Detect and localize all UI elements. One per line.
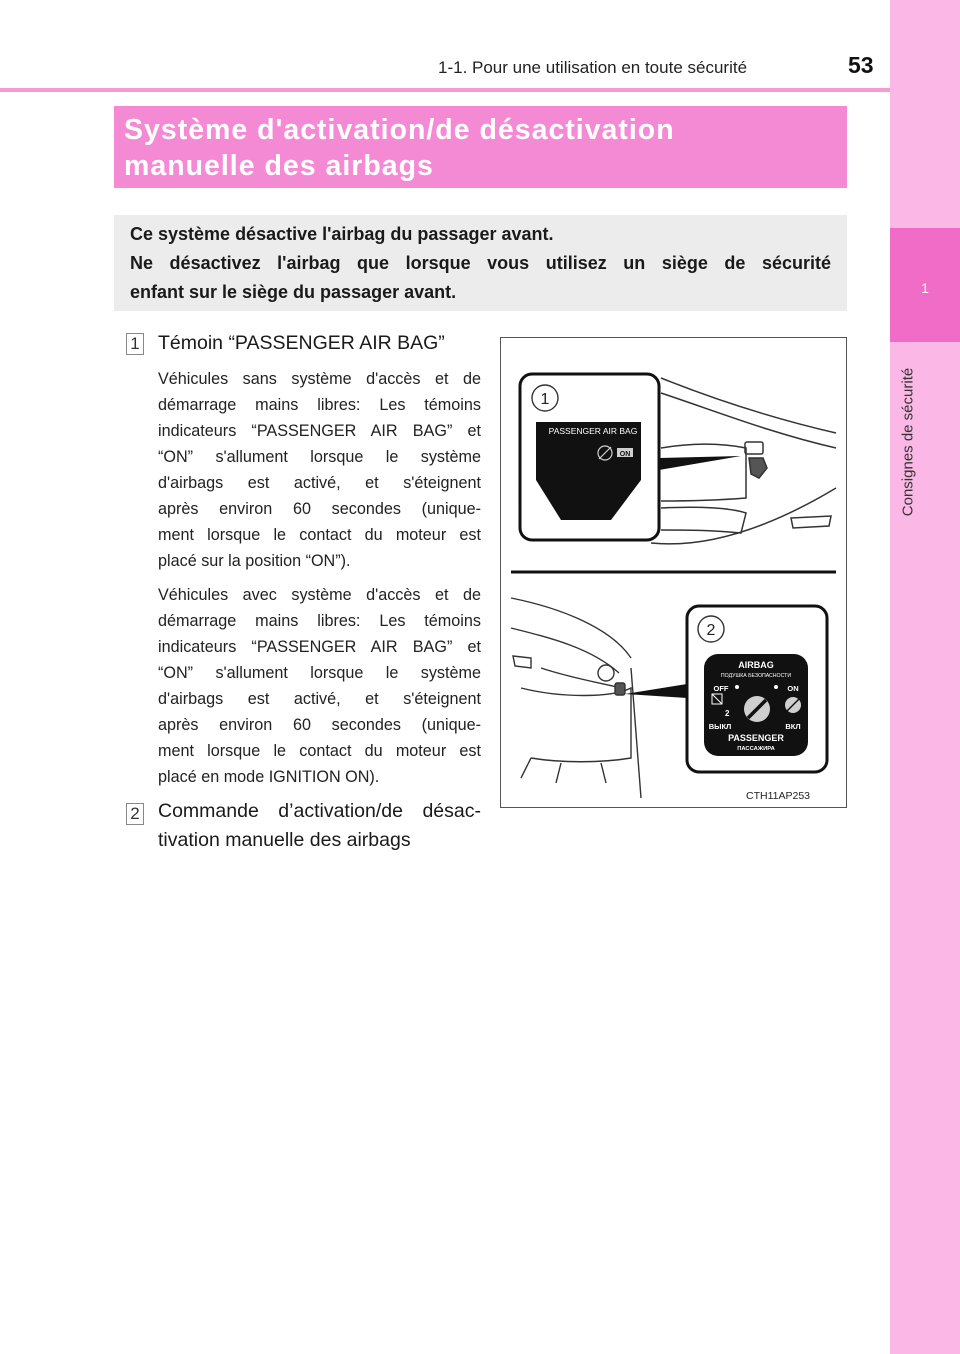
item-1-paragraph-1 bbox=[158, 366, 481, 574]
section-title-line-1: Système d'activation/de désactivation bbox=[124, 114, 675, 146]
indicator-on-text: ON bbox=[619, 451, 631, 458]
paragraph-line: ment lorsque le contact du moteur est bbox=[158, 742, 481, 760]
paragraph-line: “ON” s'allument lorsque le système bbox=[158, 664, 481, 682]
item-2-title bbox=[158, 797, 481, 855]
paragraph-line: après environ 60 secondes (unique- bbox=[158, 500, 481, 518]
page-number: 53 bbox=[848, 52, 874, 78]
chapter-tab bbox=[890, 0, 960, 1354]
item-2-title-line: Commande d’activation/de désac- bbox=[158, 800, 481, 822]
chapter-label: Consignes de sécurité bbox=[899, 367, 917, 517]
running-header-section: 1-1. Pour une utilisation en toute sécurité bbox=[438, 58, 748, 77]
dashboard-sketch-bottom bbox=[511, 598, 641, 798]
intro-summary-box bbox=[114, 215, 847, 311]
figure-code: CTH11AP253 bbox=[746, 790, 811, 802]
callout-1-pointer bbox=[659, 456, 741, 470]
chapter-number: 1 bbox=[921, 280, 929, 296]
indicator-label: PASSENGER AIR BAG bbox=[548, 426, 638, 436]
switch-small-number: 2 bbox=[725, 709, 730, 718]
callout-2-pointer bbox=[625, 684, 687, 698]
switch-on-dot bbox=[774, 685, 778, 689]
switch-title: AIRBAG bbox=[738, 660, 774, 670]
paragraph-line: placé en mode IGNITION ON). bbox=[158, 768, 380, 786]
paragraph-line: ment lorsque le contact du moteur est bbox=[158, 526, 481, 544]
item-1-title: Témoin “PASSENGER AIR BAG” bbox=[158, 332, 445, 354]
paragraph-line: Véhicules avec système d'accès et de bbox=[158, 586, 481, 604]
paragraph-line: placé sur la position “ON”). bbox=[158, 552, 351, 570]
paragraph-line: indicateurs “PASSENGER AIR BAG” et bbox=[158, 422, 481, 440]
switch-off-ru-label: ВЫКЛ bbox=[708, 722, 732, 731]
section-title-line-2: manuelle des airbags bbox=[124, 150, 434, 182]
item-number-badge-1: 1 bbox=[126, 333, 144, 355]
paragraph-line: d'airbags est activé, et s'éteignent bbox=[158, 474, 481, 492]
item-1-paragraph-2 bbox=[158, 582, 481, 790]
paragraph-line: “ON” s'allument lorsque le système bbox=[158, 448, 481, 466]
paragraph-line: Véhicules sans système d'accès et de bbox=[158, 370, 481, 388]
intro-line: enfant sur le siège du passager avant. bbox=[130, 282, 457, 302]
paragraph-line: démarrage mains libres: Les témoins bbox=[158, 612, 481, 630]
section-title-banner bbox=[114, 106, 847, 188]
paragraph-line: après environ 60 secondes (unique- bbox=[158, 716, 481, 734]
switch-on-label: ON bbox=[787, 684, 799, 693]
switch-on-ru-label: ВКЛ bbox=[785, 722, 801, 731]
airbag-illustration bbox=[500, 337, 847, 808]
paragraph-line: démarrage mains libres: Les témoins bbox=[158, 396, 481, 414]
item-number-badge-2: 2 bbox=[126, 803, 144, 825]
item-2-title-line: tivation manuelle des airbags bbox=[158, 829, 411, 851]
paragraph-line: d'airbags est activé, et s'éteignent bbox=[158, 690, 481, 708]
airbag-illustration-drawing bbox=[501, 338, 846, 807]
header-divider bbox=[0, 88, 890, 92]
switch-passenger-ru-label: ПАССАЖИРА bbox=[737, 746, 775, 752]
intro-line: Ce système désactive l'airbag du passager avant. bbox=[130, 224, 554, 244]
callout-2-number: 2 bbox=[706, 622, 716, 639]
switch-off-label: OFF bbox=[713, 684, 729, 693]
switch-passenger-label: PASSENGER bbox=[728, 733, 784, 743]
paragraph-line: indicateurs “PASSENGER AIR BAG” et bbox=[158, 638, 481, 656]
switch-off-dot bbox=[735, 685, 739, 689]
switch-subtitle: ПОДУШКА БЕЗОПАСНОСТИ bbox=[720, 673, 792, 679]
callout-1-number: 1 bbox=[540, 391, 550, 408]
intro-line: Ne désactivez l'airbag que lorsque vous utilisez un siège de sécurité bbox=[130, 253, 831, 273]
